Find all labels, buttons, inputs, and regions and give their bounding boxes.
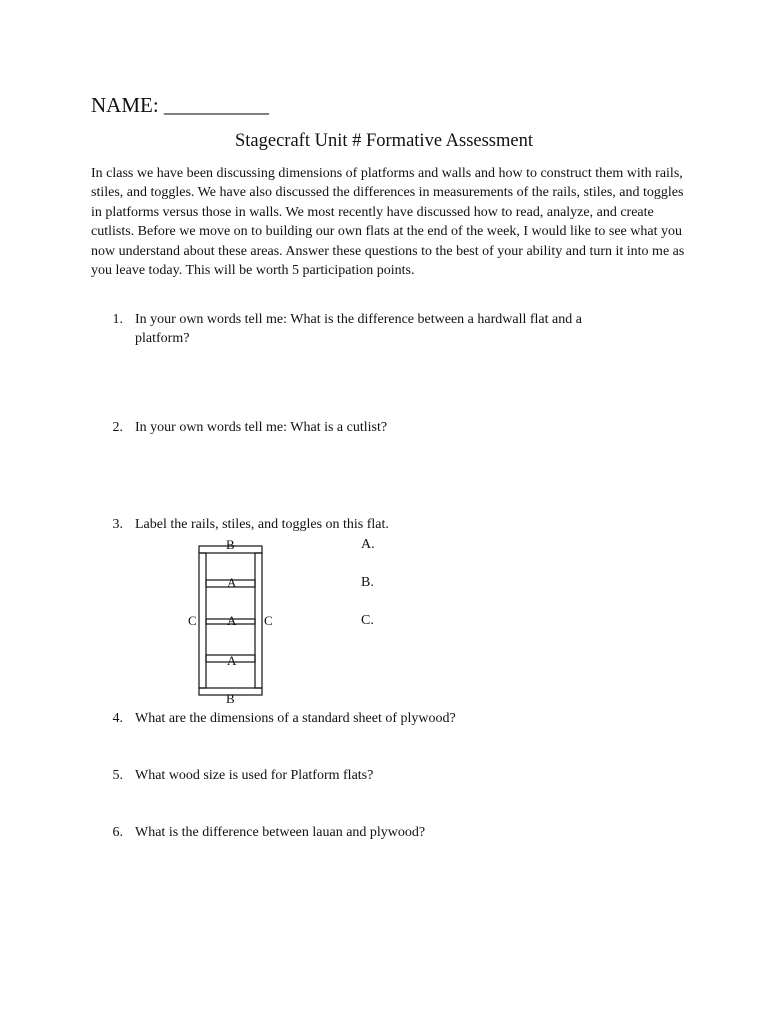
- diagram-label-toggle-lower: A: [227, 653, 237, 668]
- question-3-text: Label the rails, stiles, and toggles on this flat.: [135, 517, 389, 532]
- page-title: Stagecraft Unit # Formative Assessment: [234, 131, 533, 151]
- answer-label-b: B.: [361, 575, 374, 590]
- question-1-text: In your own words tell me: What is the difference between a hardwall flat and a platform?: [135, 312, 582, 347]
- left-stile: [199, 553, 206, 688]
- question-2-text: In your own words tell me: What is a cutlist?: [135, 420, 388, 435]
- question-1-number: 1.: [112, 312, 123, 327]
- question-4-number: 4.: [112, 711, 123, 726]
- diagram-label-left-stile: C: [188, 613, 197, 628]
- question-2-number: 2.: [112, 420, 123, 435]
- question-6-number: 6.: [112, 825, 123, 840]
- diagram-label-top-rail: B: [226, 537, 235, 552]
- diagram-label-toggle-middle: A: [227, 613, 237, 628]
- diagram-label-toggle-upper: A: [227, 575, 237, 590]
- diagram-label-right-stile: C: [264, 613, 273, 628]
- question-5-number: 5.: [112, 768, 123, 783]
- question-3-number: 3.: [112, 517, 123, 532]
- right-stile: [255, 553, 262, 688]
- question-6-text: What is the difference between lauan and plywood?: [135, 825, 426, 840]
- intro-paragraph: In class we have been discussing dimensions of platforms and walls and how to construct them with rails, stiles, and toggles. We have also discussed the differences in measurements of the rails, stiles, and toggles in platforms versus those in walls. We most recently have discussed how to read, analyze, and create cutlists. Before we move on to building our own flats at the end of the week, I would like to see what you now understand about these areas. Answer these questions to the best of your ability and turn it into me as you leave today. This will be worth 5 participation points.: [91, 166, 685, 279]
- question-4-text: What are the dimensions of a standard sheet of plywood?: [135, 711, 456, 726]
- diagram-label-bottom-rail: B: [226, 691, 235, 706]
- answer-label-c: C.: [361, 613, 374, 628]
- question-5-text: What wood size is used for Platform flats?: [135, 768, 374, 783]
- answer-label-a: A.: [361, 537, 375, 552]
- name-field-label: NAME: __________: [91, 93, 269, 117]
